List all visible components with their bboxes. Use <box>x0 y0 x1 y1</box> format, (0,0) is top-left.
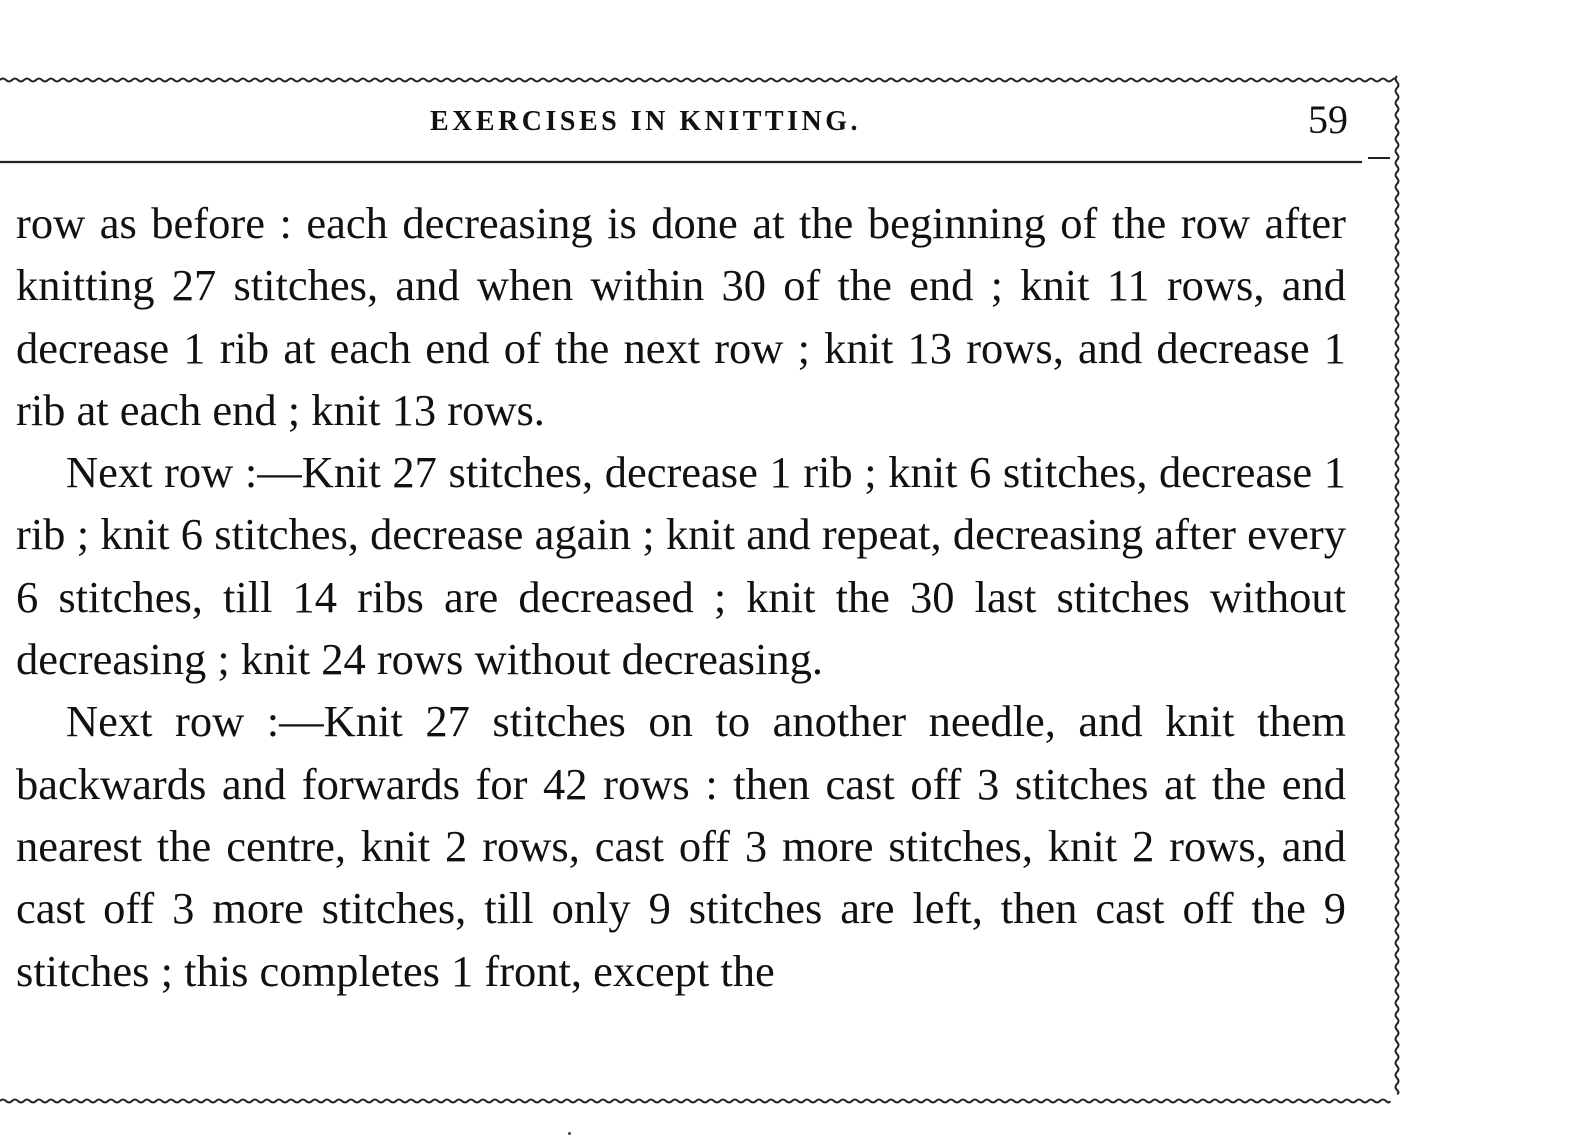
right-wavy-rule <box>1396 76 1399 1094</box>
running-title: EXERCISES IN KNITTING. <box>430 106 861 137</box>
page-number: 59 <box>1308 97 1348 142</box>
bottom-wavy-rule <box>0 1100 1390 1103</box>
print-speck <box>568 1132 571 1135</box>
paragraph-1: row as before : each decreasing is done at the beginning of the row after knitting 27 stitches, and when within 30 of the end ; knit 11 rows, and decrease 1 rib at each end of the next row ; knit 13 rows, and decrease 1 rib at each end ; knit 13 rows. <box>16 198 1346 435</box>
body-text <box>16 192 1346 1002</box>
paragraph-3: Next row :—Knit 27 stitches on to another needle, and knit them backwards and forwards for 42 rows : then cast off 3 stitches at the end nearest the centre, knit 2 rows, cast off 3 more stitches, knit 2 rows, and cast off 3 more stitches, till only 9 stitches are left, then cast off the 9 stitches ; this completes 1 front, except the <box>16 696 1346 996</box>
top-wavy-rule <box>0 79 1396 82</box>
running-head <box>0 97 1360 146</box>
paragraph-2: Next row :—Knit 27 stitches, decrease 1 rib ; knit 6 stitches, decrease 1 rib ; knit 6 stitches, decrease again ; knit and repeat, decreasing after every 6 stitches, till 14 ribs are decreased ; knit the 30 last stitches without decreasing ; knit 24 rows without decreasing. <box>16 447 1346 685</box>
